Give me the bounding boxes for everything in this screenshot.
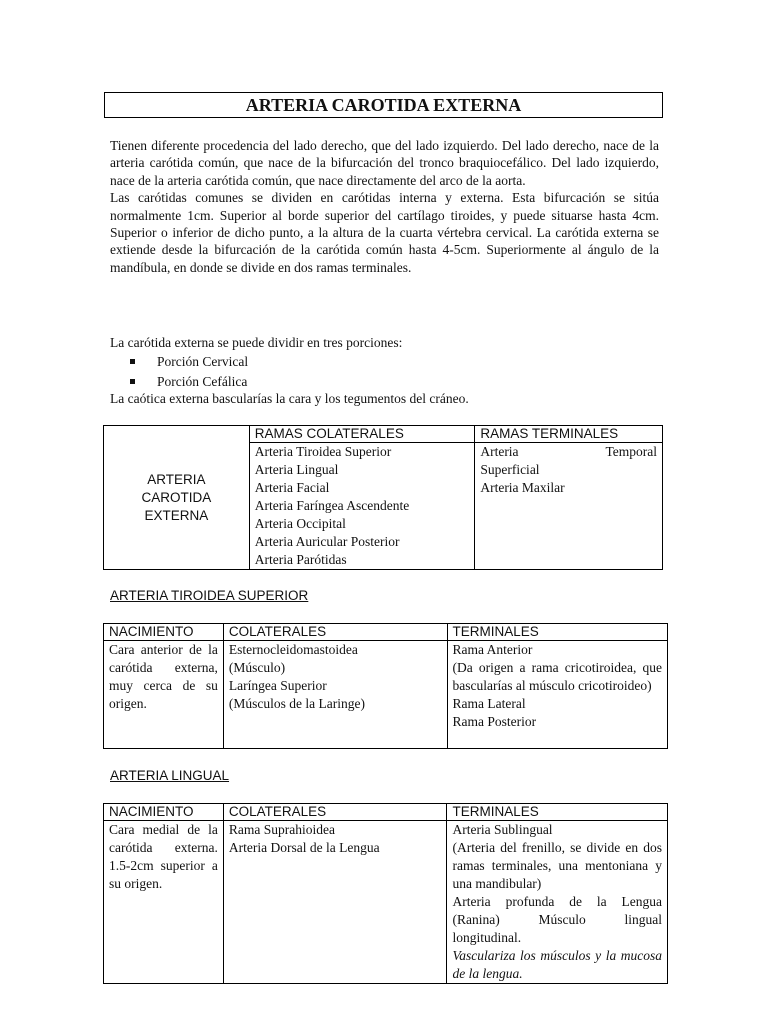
section-heading-tiroidea: ARTERIA TIROIDEA SUPERIOR: [110, 588, 309, 603]
list-item: Arteria Tiroidea Superior: [254, 444, 392, 459]
header-terminales: TERMINALES: [447, 804, 668, 821]
header-ramas-colaterales: RAMAS COLATERALES: [249, 426, 475, 443]
list-item: Arteria Parótidas: [254, 552, 347, 567]
colaterales-cell: [249, 443, 475, 570]
porciones-intro: La carótida externa se puede dividir en tres porciones:: [110, 335, 403, 350]
list-item-label: Porción Cefálica: [157, 374, 248, 389]
list-item: [130, 352, 248, 372]
nacimiento-cell: Cara medial de la carótida externa. 1.5-2cm superior a su origen.: [104, 821, 224, 984]
list-item: Rama Lateral: [452, 696, 526, 711]
list-item: Arteria profunda de la Lengua (Ranina) Músculo lingual longitudinal.: [452, 894, 662, 945]
list-item: Rama Suprahioidea: [228, 822, 336, 837]
list-item: Esternocleidomastoidea: [228, 642, 358, 657]
tiroidea-table: [103, 623, 668, 749]
header-terminales: TERMINALES: [447, 624, 667, 641]
header-colaterales: COLATERALES: [223, 804, 447, 821]
colaterales-cell: [223, 641, 447, 749]
colaterales-cell: [223, 821, 447, 984]
artery-label: ARTERIA CAROTIDA EXTERNA: [141, 471, 212, 523]
terminales-cell: [447, 641, 667, 749]
nacimiento-cell: Cara anterior de la carótida externa, muy cerca de su origen.: [104, 641, 224, 749]
list-item: Arteria Dorsal de la Lengua: [228, 840, 380, 855]
list-item: Rama Anterior: [452, 642, 533, 657]
porciones-list: [130, 352, 248, 392]
bullet-icon: [130, 359, 135, 364]
list-item: Arteria Lingual: [254, 462, 339, 477]
lingual-table: [103, 803, 668, 984]
list-item: Arteria Faríngea Ascendente: [254, 498, 410, 513]
list-item: Arteria Occipital: [254, 516, 346, 531]
section-heading-lingual: ARTERIA LINGUAL: [110, 768, 230, 783]
list-item: Arteria Sublingual: [452, 822, 553, 837]
list-item: Rama Posterior: [452, 714, 537, 729]
document-title: ARTERIA CAROTIDA EXTERNA: [104, 92, 663, 118]
terminales-cell: [447, 821, 668, 984]
intro-paragraph-1: Tienen diferente procedencia del lado derecho, que del lado izquierdo. Del lado derecho, nace de la arteria carótida común, que nace de la bifurcación del tronco braquiocefálico. Del lado izquierdo, nace de la arteria carótida común, que nace directamente del arco de la aorta.: [110, 138, 659, 188]
list-item: Arteria Maxilar: [480, 480, 565, 495]
intro-block: [110, 137, 659, 276]
list-item: Arteria Temporal: [480, 444, 657, 459]
list-item: Superficial: [480, 462, 540, 477]
main-branches-table: [103, 425, 663, 570]
list-item: (Músculo): [228, 660, 286, 675]
vascularization-note: La caótica externa bascularías la cara y los tegumentos del cráneo.: [110, 391, 469, 406]
bullet-icon: [130, 379, 135, 384]
list-item: Arteria Facial: [254, 480, 330, 495]
list-item: (Da origen a rama cricotiroidea, que bascularías al músculo cricotiroideo): [452, 660, 662, 693]
intro-paragraph-2: Las carótidas comunes se dividen en carótidas interna y externa. Esta bifurcación se sitúa normalmente 1cm. Superior al borde superior del cartílago tiroides, y puede situarse hasta 4cm. Superior o inferior de dicho punto, a la altura de la cuarta vértebra cervical. La carótida externa se extiende desde la bifurcación de la carótida común hasta 4-5cm. Superiormente al ángulo de la mandíbula, en donde se divide en dos ramas terminales.: [110, 190, 659, 275]
header-colaterales: COLATERALES: [223, 624, 447, 641]
header-nacimiento: NACIMIENTO: [104, 624, 224, 641]
list-item: [130, 372, 248, 392]
list-item: (Arteria del frenillo, se divide en dos ramas terminales, una mentoniana y una mandibular): [452, 840, 662, 891]
header-ramas-terminales: RAMAS TERMINALES: [475, 426, 663, 443]
list-item-label: Porción Cervical: [157, 354, 249, 369]
list-item: (Músculos de la Laringe): [228, 696, 365, 711]
header-nacimiento: NACIMIENTO: [104, 804, 224, 821]
terminales-cell: [475, 443, 663, 570]
list-item: Laríngea Superior: [228, 678, 327, 693]
list-item: Arteria Auricular Posterior: [254, 534, 400, 549]
artery-label-cell: [104, 426, 250, 570]
list-item: Vasculariza los músculos y la mucosa de la lengua.: [452, 948, 662, 981]
